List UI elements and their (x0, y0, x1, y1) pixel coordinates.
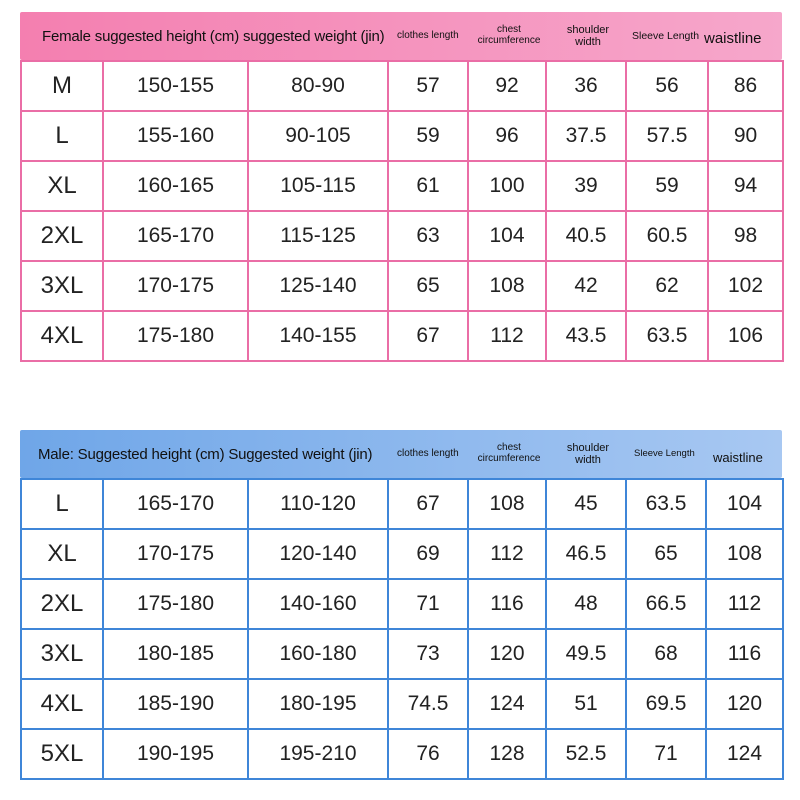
male-cell-weight: 160-180 (248, 629, 388, 679)
male-cell-clothes-length: 74.5 (388, 679, 468, 729)
table-row (21, 579, 783, 629)
female-cell-chest: 112 (468, 311, 546, 361)
female-cell-clothes-length: 63 (388, 211, 468, 261)
male-cell-size: 4XL (21, 679, 103, 729)
male-cell-shoulder: 45 (546, 479, 626, 529)
female-cell-sleeve: 56 (626, 61, 708, 111)
female-cell-waistline: 86 (708, 61, 783, 111)
female-cell-waistline: 106 (708, 311, 783, 361)
male-size-chart (20, 430, 782, 780)
male-cell-weight: 110-120 (248, 479, 388, 529)
male-cell-shoulder: 51 (546, 679, 626, 729)
female-header-bar (20, 12, 782, 60)
male-cell-height: 170-175 (103, 529, 248, 579)
male-cell-clothes-length: 69 (388, 529, 468, 579)
male-cell-clothes-length: 73 (388, 629, 468, 679)
female-cell-shoulder: 42 (546, 261, 626, 311)
male-header-chest: chest circumference (477, 442, 541, 464)
male-cell-shoulder: 48 (546, 579, 626, 629)
female-cell-waistline: 102 (708, 261, 783, 311)
male-header-waistline: waistline (713, 450, 763, 465)
female-cell-weight: 115-125 (248, 211, 388, 261)
male-cell-sleeve: 68 (626, 629, 706, 679)
female-size-chart (20, 12, 782, 362)
table-row (21, 61, 783, 111)
female-cell-size: M (21, 61, 103, 111)
female-cell-height: 155-160 (103, 111, 248, 161)
female-cell-height: 175-180 (103, 311, 248, 361)
female-header-shoulder: shoulder width (566, 24, 610, 49)
female-cell-size: 4XL (21, 311, 103, 361)
male-cell-clothes-length: 67 (388, 479, 468, 529)
female-cell-size: XL (21, 161, 103, 211)
female-header-clothes-length: clothes length (397, 30, 459, 41)
male-cell-clothes-length: 71 (388, 579, 468, 629)
male-header-sleeve: Sleeve Length (634, 448, 695, 459)
male-cell-sleeve: 66.5 (626, 579, 706, 629)
male-header-clothes-length: clothes length (397, 448, 459, 459)
female-cell-waistline: 94 (708, 161, 783, 211)
male-cell-size: XL (21, 529, 103, 579)
female-cell-clothes-length: 59 (388, 111, 468, 161)
table-row (21, 729, 783, 779)
male-cell-size: L (21, 479, 103, 529)
male-header-title: Male: Suggested height (cm) Suggested weight (jin) (38, 446, 373, 463)
female-cell-size: L (21, 111, 103, 161)
male-cell-sleeve: 69.5 (626, 679, 706, 729)
male-cell-sleeve: 71 (626, 729, 706, 779)
male-cell-weight: 195-210 (248, 729, 388, 779)
female-cell-height: 160-165 (103, 161, 248, 211)
male-cell-chest: 128 (468, 729, 546, 779)
female-cell-chest: 108 (468, 261, 546, 311)
female-cell-sleeve: 59 (626, 161, 708, 211)
table-row (21, 529, 783, 579)
male-cell-waistline: 116 (706, 629, 783, 679)
male-cell-size: 5XL (21, 729, 103, 779)
male-cell-chest: 108 (468, 479, 546, 529)
male-cell-height: 165-170 (103, 479, 248, 529)
male-cell-clothes-length: 76 (388, 729, 468, 779)
male-header-shoulder: shoulder width (566, 442, 610, 467)
table-row (21, 479, 783, 529)
male-cell-waistline: 104 (706, 479, 783, 529)
male-header-bar (20, 430, 782, 478)
table-row (21, 211, 783, 261)
male-cell-sleeve: 63.5 (626, 479, 706, 529)
female-cell-chest: 100 (468, 161, 546, 211)
female-header-title: Female suggested height (cm) suggested weight (jin) (42, 28, 385, 45)
female-header-chest: chest circumference (477, 24, 541, 46)
female-cell-clothes-length: 61 (388, 161, 468, 211)
male-cell-waistline: 108 (706, 529, 783, 579)
female-cell-chest: 92 (468, 61, 546, 111)
table-row (21, 311, 783, 361)
female-cell-clothes-length: 67 (388, 311, 468, 361)
female-cell-shoulder: 37.5 (546, 111, 626, 161)
male-cell-weight: 140-160 (248, 579, 388, 629)
female-cell-weight: 90-105 (248, 111, 388, 161)
male-cell-chest: 120 (468, 629, 546, 679)
female-cell-shoulder: 43.5 (546, 311, 626, 361)
table-row (21, 111, 783, 161)
male-cell-height: 190-195 (103, 729, 248, 779)
female-cell-height: 170-175 (103, 261, 248, 311)
female-cell-shoulder: 36 (546, 61, 626, 111)
male-cell-sleeve: 65 (626, 529, 706, 579)
male-cell-chest: 112 (468, 529, 546, 579)
female-cell-weight: 105-115 (248, 161, 388, 211)
male-cell-shoulder: 52.5 (546, 729, 626, 779)
male-cell-weight: 180-195 (248, 679, 388, 729)
female-cell-shoulder: 39 (546, 161, 626, 211)
male-cell-shoulder: 49.5 (546, 629, 626, 679)
male-cell-height: 180-185 (103, 629, 248, 679)
female-cell-waistline: 90 (708, 111, 783, 161)
female-cell-height: 150-155 (103, 61, 248, 111)
female-cell-size: 2XL (21, 211, 103, 261)
female-header-waistline: waistline (704, 30, 762, 47)
male-cell-height: 175-180 (103, 579, 248, 629)
female-cell-height: 165-170 (103, 211, 248, 261)
table-row (21, 261, 783, 311)
female-cell-weight: 125-140 (248, 261, 388, 311)
table-row (21, 161, 783, 211)
male-cell-chest: 116 (468, 579, 546, 629)
female-size-table (20, 60, 784, 362)
male-cell-chest: 124 (468, 679, 546, 729)
male-cell-height: 185-190 (103, 679, 248, 729)
female-cell-clothes-length: 57 (388, 61, 468, 111)
female-cell-sleeve: 57.5 (626, 111, 708, 161)
female-cell-chest: 104 (468, 211, 546, 261)
female-cell-sleeve: 60.5 (626, 211, 708, 261)
male-cell-size: 3XL (21, 629, 103, 679)
female-cell-shoulder: 40.5 (546, 211, 626, 261)
male-cell-size: 2XL (21, 579, 103, 629)
male-cell-waistline: 124 (706, 729, 783, 779)
male-cell-waistline: 112 (706, 579, 783, 629)
female-cell-size: 3XL (21, 261, 103, 311)
female-cell-clothes-length: 65 (388, 261, 468, 311)
female-cell-waistline: 98 (708, 211, 783, 261)
male-size-table (20, 478, 784, 780)
female-cell-sleeve: 62 (626, 261, 708, 311)
female-cell-chest: 96 (468, 111, 546, 161)
female-header-sleeve: Sleeve Length (632, 30, 700, 42)
male-cell-shoulder: 46.5 (546, 529, 626, 579)
table-row (21, 679, 783, 729)
male-cell-weight: 120-140 (248, 529, 388, 579)
female-cell-sleeve: 63.5 (626, 311, 708, 361)
table-row (21, 629, 783, 679)
female-cell-weight: 80-90 (248, 61, 388, 111)
female-cell-weight: 140-155 (248, 311, 388, 361)
male-cell-waistline: 120 (706, 679, 783, 729)
